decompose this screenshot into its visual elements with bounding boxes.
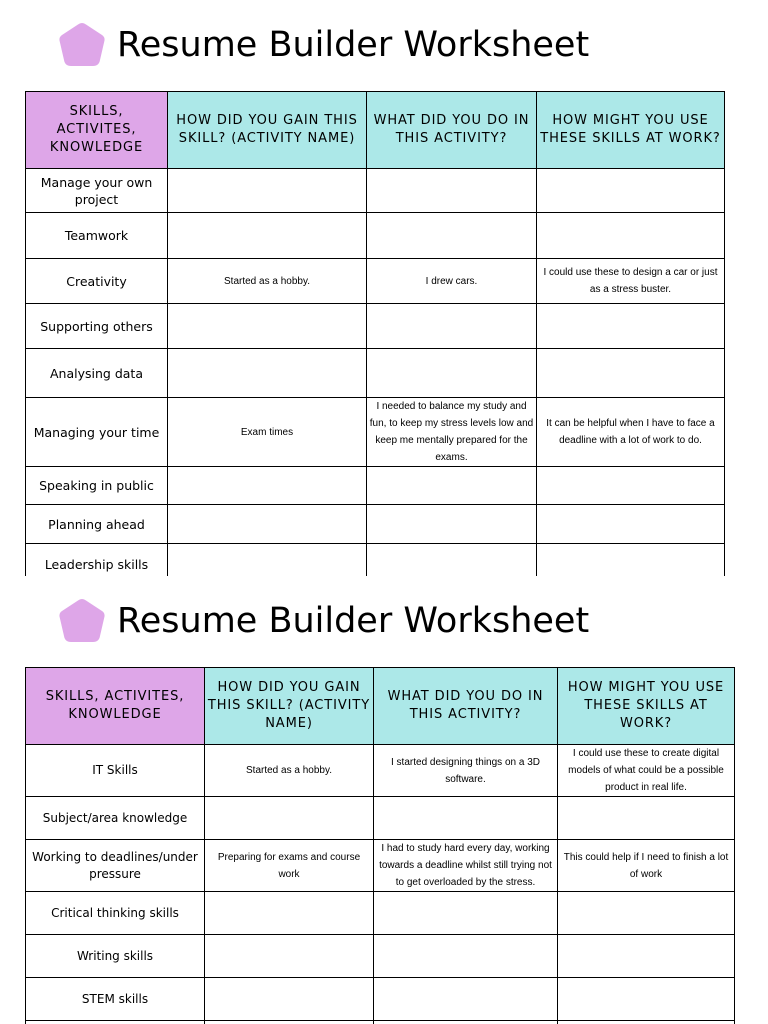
header-what-did: WHAT DID YOU DO IN THIS ACTIVITY? — [367, 92, 537, 169]
table-row — [26, 1021, 735, 1024]
how-gained-cell[interactable] — [168, 169, 367, 213]
how-use-cell[interactable] — [558, 797, 735, 840]
what-did-cell[interactable] — [367, 349, 537, 398]
skill-cell: Planning ahead — [26, 505, 168, 544]
how-gained-cell[interactable]: Started as a hobby. — [168, 259, 367, 304]
skill-cell: IT Skills — [26, 745, 205, 797]
how-use-cell[interactable] — [537, 467, 725, 505]
header-skills: SKILLS, ACTIVITES, KNOWLEDGE — [26, 668, 205, 745]
skill-cell: Critical thinking skills — [26, 892, 205, 935]
what-did-cell[interactable] — [374, 797, 558, 840]
how-gained-cell[interactable]: Started as a hobby. — [205, 745, 374, 797]
worksheet-table — [25, 91, 725, 576]
how-gained-cell[interactable] — [205, 978, 374, 1021]
what-did-cell[interactable] — [367, 213, 537, 259]
skill-cell: Manage your own project — [26, 169, 168, 213]
what-did-cell[interactable] — [367, 304, 537, 349]
what-did-cell[interactable] — [367, 544, 537, 577]
how-gained-cell[interactable] — [205, 1021, 374, 1024]
how-use-cell[interactable] — [558, 1021, 735, 1024]
skill-cell — [26, 1021, 205, 1024]
how-use-cell[interactable] — [537, 304, 725, 349]
what-did-cell[interactable] — [367, 467, 537, 505]
how-use-cell[interactable] — [558, 892, 735, 935]
header-how-gained: HOW DID YOU GAIN THIS SKILL? (ACTIVITY NAME) — [168, 92, 367, 169]
how-gained-cell[interactable] — [168, 505, 367, 544]
how-use-cell[interactable] — [537, 505, 725, 544]
skill-cell: Speaking in public — [26, 467, 168, 505]
how-use-cell[interactable] — [537, 169, 725, 213]
what-did-cell[interactable] — [367, 505, 537, 544]
what-did-cell[interactable] — [374, 1021, 558, 1024]
page-title: Resume Builder Worksheet — [117, 24, 590, 65]
table-row — [26, 169, 725, 213]
skill-cell: Writing skills — [26, 935, 205, 978]
worksheet-page-2 — [0, 576, 768, 1024]
table-row — [26, 213, 725, 259]
skill-cell: Creativity — [26, 259, 168, 304]
pentagon-icon — [56, 20, 108, 70]
how-gained-cell[interactable]: Preparing for exams and course work — [205, 840, 374, 892]
how-use-cell[interactable]: This could help if I need to finish a lot of work — [558, 840, 735, 892]
how-gained-cell[interactable] — [168, 349, 367, 398]
how-use-cell[interactable] — [537, 213, 725, 259]
skill-cell: STEM skills — [26, 978, 205, 1021]
what-did-cell[interactable] — [374, 892, 558, 935]
how-gained-cell[interactable] — [205, 797, 374, 840]
table-row — [26, 978, 735, 1021]
header-how-gained: HOW DID YOU GAIN THIS SKILL? (ACTIVITY NAME) — [205, 668, 374, 745]
table-row — [26, 544, 725, 577]
skill-cell: Supporting others — [26, 304, 168, 349]
what-did-cell[interactable] — [367, 169, 537, 213]
how-use-cell[interactable]: I could use these to design a car or just as a stress buster. — [537, 259, 725, 304]
title-row — [56, 18, 589, 72]
how-use-cell[interactable] — [537, 349, 725, 398]
how-use-cell[interactable]: It can be helpful when I have to face a deadline with a lot of work to do. — [537, 398, 725, 467]
worksheet-table — [25, 667, 735, 1024]
how-use-cell[interactable]: I could use these to create digital models of what could be a possible product in real life. — [558, 745, 735, 797]
pentagon-icon — [56, 596, 108, 646]
how-use-cell[interactable] — [558, 935, 735, 978]
table-row — [26, 840, 735, 892]
skill-cell: Leadership skills — [26, 544, 168, 577]
how-use-cell[interactable] — [558, 978, 735, 1021]
header-how-use: HOW MIGHT YOU USE THESE SKILLS AT WORK? — [558, 668, 735, 745]
table-row — [26, 935, 735, 978]
what-did-cell[interactable]: I started designing things on a 3D software. — [374, 745, 558, 797]
how-gained-cell[interactable] — [168, 304, 367, 349]
what-did-cell[interactable]: I needed to balance my study and fun, to keep my stress levels low and keep me mentally prepared for the exams. — [367, 398, 537, 467]
what-did-cell[interactable]: I had to study hard every day, working towards a deadline whilst still trying not to get overloaded by the stress. — [374, 840, 558, 892]
skill-cell: Analysing data — [26, 349, 168, 398]
how-gained-cell[interactable] — [168, 213, 367, 259]
page-title: Resume Builder Worksheet — [117, 600, 590, 641]
skill-cell: Working to deadlines/under pressure — [26, 840, 205, 892]
how-gained-cell[interactable]: Exam times — [168, 398, 367, 467]
how-gained-cell[interactable] — [168, 467, 367, 505]
skill-cell: Subject/area knowledge — [26, 797, 205, 840]
title-row — [56, 594, 589, 648]
skill-cell: Managing your time — [26, 398, 168, 467]
table-row — [26, 349, 725, 398]
table-header-row — [26, 92, 725, 169]
table-header-row — [26, 668, 735, 745]
table-row — [26, 745, 735, 797]
table-row — [26, 259, 725, 304]
table-row — [26, 304, 725, 349]
what-did-cell[interactable] — [374, 935, 558, 978]
table-row — [26, 398, 725, 467]
what-did-cell[interactable] — [374, 978, 558, 1021]
table-row — [26, 892, 735, 935]
header-skills: SKILLS, ACTIVITES, KNOWLEDGE — [26, 92, 168, 169]
how-gained-cell[interactable] — [205, 892, 374, 935]
skill-cell: Teamwork — [26, 213, 168, 259]
how-gained-cell[interactable] — [205, 935, 374, 978]
table-row — [26, 797, 735, 840]
header-what-did: WHAT DID YOU DO IN THIS ACTIVITY? — [374, 668, 558, 745]
table-row — [26, 467, 725, 505]
table-row — [26, 505, 725, 544]
header-how-use: HOW MIGHT YOU USE THESE SKILLS AT WORK? — [537, 92, 725, 169]
how-use-cell[interactable] — [537, 544, 725, 577]
how-gained-cell[interactable] — [168, 544, 367, 577]
what-did-cell[interactable]: I drew cars. — [367, 259, 537, 304]
